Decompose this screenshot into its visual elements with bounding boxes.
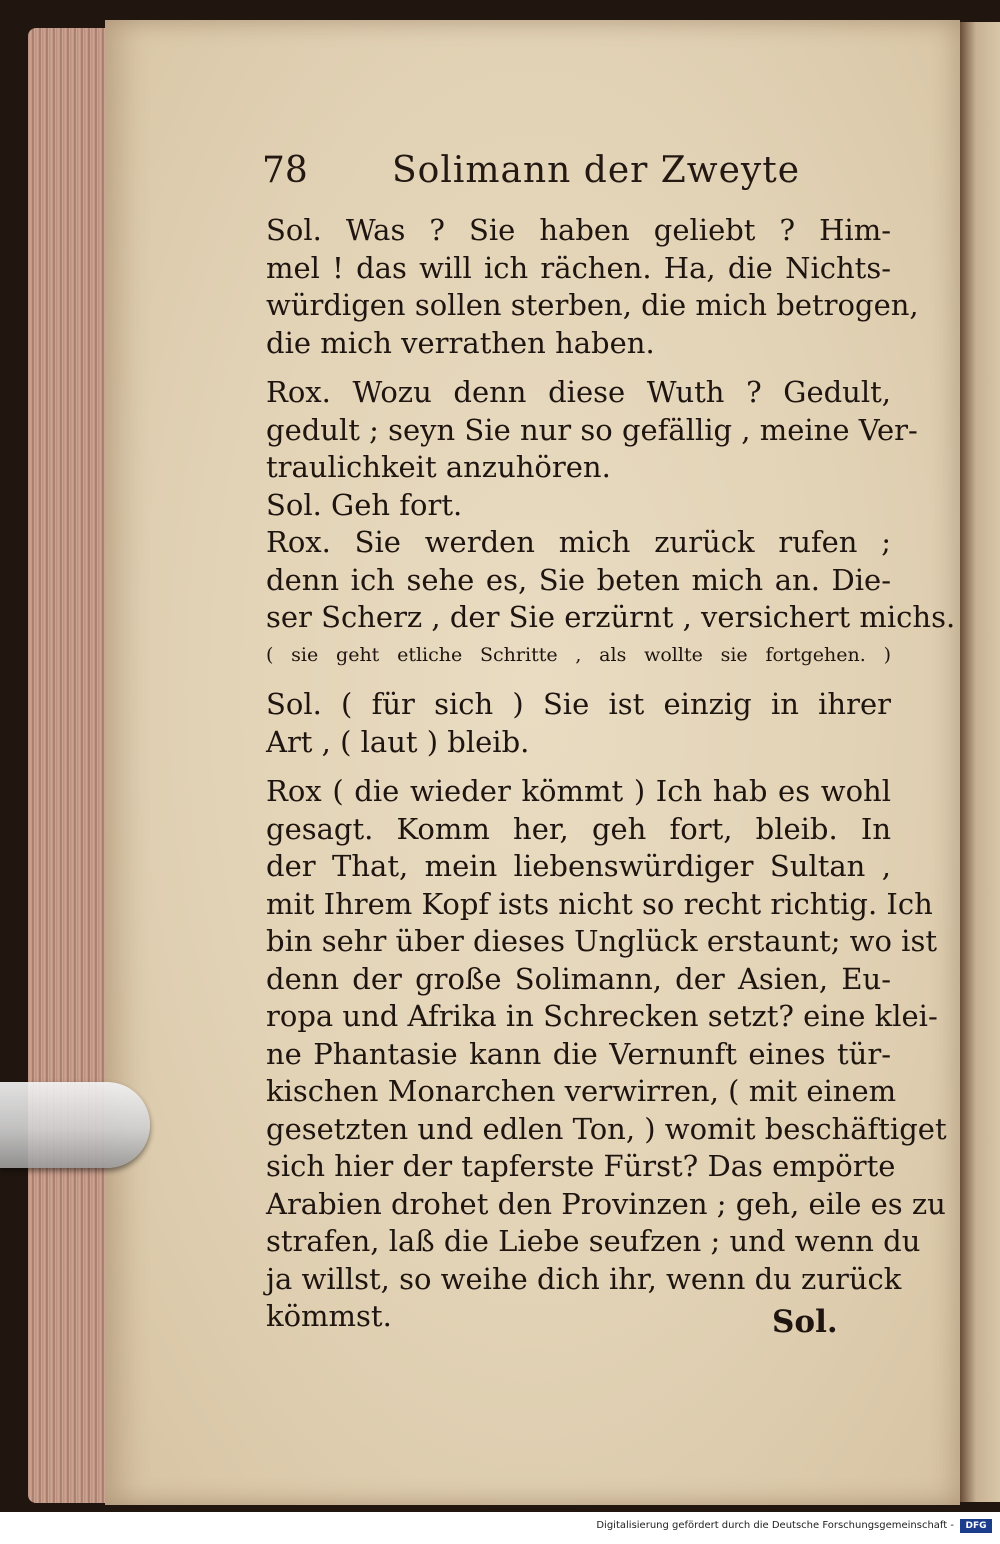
page-clip [0,1082,150,1168]
page-header [262,150,822,200]
page-number: 78 [262,150,308,191]
footer-bar [0,1512,1000,1544]
dfg-logo: DFG [960,1519,992,1533]
facing-page-edge [960,22,1000,1502]
text-line: die mich verrathen haben. [266,325,655,360]
dialogue-paragraph [266,212,919,362]
text-line: Arabien drohet den Provinzen ; geh, eile es zu [266,1186,946,1221]
text-line: ropa und Afrika in Schrecken setzt? eine klei- [266,999,938,1033]
text-line: mel ! das will ich rächen. Ha, die Nichts- [266,250,891,285]
text-line: sich hier der tapferste Fürst? Das empörte [266,1149,896,1183]
text-line: gedult ; seyn Sie nur so gefällig , meine Ver- [266,412,918,447]
text-line: würdigen sollen sterben, die mich betrogen, [266,288,919,322]
dialogue-paragraph [266,374,918,487]
text-line: gesetzten und edlen Ton, ) womit beschäftiget [266,1111,947,1146]
text-line: der That, mein liebenswürdiger Sultan , [266,849,891,883]
text-line: Sol. ( für sich ) Sie ist einzig in ihrer [266,687,891,721]
text-line: Sol. Was ? Sie haben geliebt ? Him- [266,213,891,247]
catchword: Sol. [772,1304,838,1340]
running-title: Solimann der Zweyte [392,150,801,191]
text-line: Rox. Wozu denn diese Wuth ? Gedult, [266,375,891,409]
text-line: denn ich sehe es, Sie beten mich an. Die- [266,562,891,597]
text-line: traulichkeit anzuhören. [266,450,611,484]
footer-credit: Digitalisierung gefördert durch die Deutsche Forschungsgemeinschaft - [596,1520,954,1531]
text-line: Rox ( die wieder kömmt ) Ich hab es wohl [266,774,891,808]
text-line: Rox. Sie werden mich zurück rufen ; [266,525,891,559]
page-text [266,212,956,1336]
text-line: mit Ihrem Kopf ists nicht so recht richtig. Ich [266,886,933,921]
text-line: Art , ( laut ) bleib. [266,724,530,759]
text-line: kischen Monarchen verwirren, ( mit einem [266,1074,897,1108]
text-line: denn der große Solimann, der Asien, Eu- [266,961,891,996]
text-line: kömmst. [266,1299,392,1333]
text-line: strafen, laß die Liebe seufzen ; und wenn du [266,1224,921,1258]
text-line: bin sehr über dieses Unglück erstaunt; wo ist [266,924,937,958]
dialogue-paragraph [266,524,956,674]
stage-direction: ( sie geht etliche Schritte , als wollte sie fortgehen. ) [266,643,891,666]
dialogue-paragraph [266,773,947,1336]
text-line: gesagt. Komm her, geh fort, bleib. In [266,811,891,846]
dialogue-paragraph [266,686,891,761]
text-line: ser Scherz , der Sie erzürnt , versichert michs. [266,600,956,634]
text-line: Sol. Geh fort. [266,487,463,522]
text-line: ne Phantasie kann die Vernunft eines tür- [266,1036,891,1071]
dialogue-paragraph [266,487,891,525]
text-line: ja willst, so weihe dich ihr, wenn du zurück [266,1261,902,1296]
